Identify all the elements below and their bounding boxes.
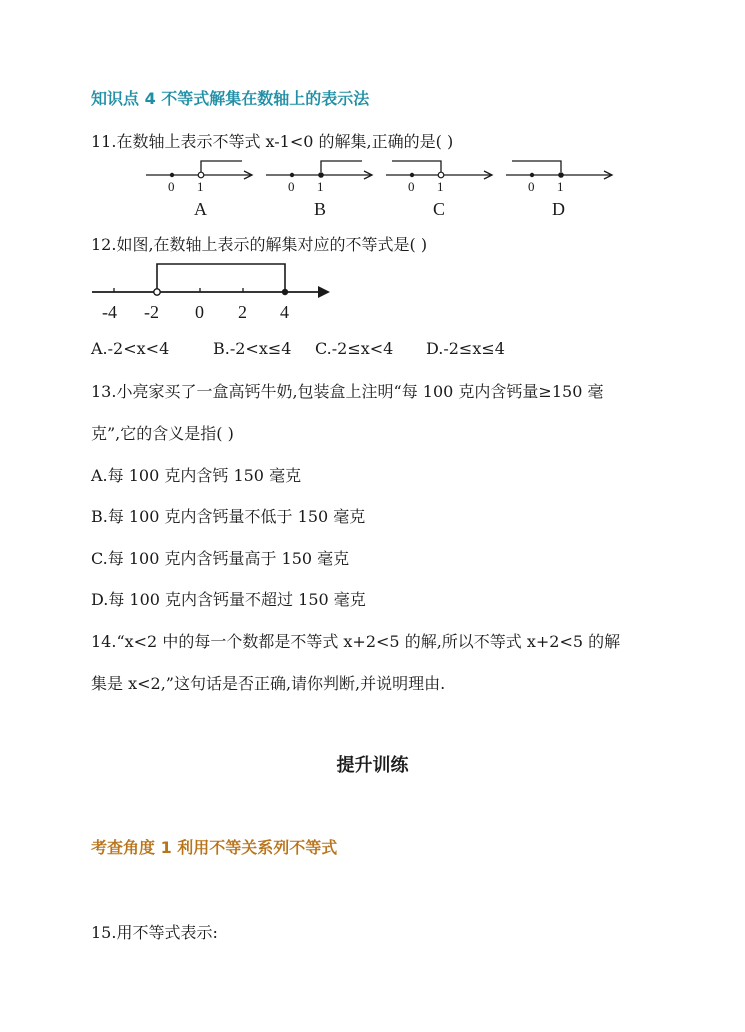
question-11-stem: 11.在数轴上表示不等式 x-1<0 的解集,正确的是( )	[91, 132, 454, 151]
q12-option-a[interactable]: A.-2<x<4	[91, 339, 170, 358]
q11-option-c[interactable]: C	[433, 199, 446, 219]
q11-a-tick-1: 1	[197, 179, 204, 194]
practice-section-title: 提升训练	[336, 755, 409, 776]
q13-option-c[interactable]: C.每 100 克内含钙量高于 150 毫克	[91, 549, 350, 568]
q11-line-a	[146, 161, 252, 219]
q11-option-b[interactable]: B	[314, 199, 327, 219]
q12-number-line	[88, 262, 348, 322]
q12-option-c[interactable]: C.-2≤x<4	[315, 339, 394, 358]
q11-a-tick-0: 0	[168, 179, 175, 194]
q11-line-d	[506, 161, 612, 219]
q12-tick-minus-4: -4	[102, 302, 117, 322]
question-14-line1: 14.“x<2 中的每一个数都是不等式 x+2<5 的解,所以不等式 x+2<5 的解	[91, 632, 621, 651]
q13-option-a[interactable]: A.每 100 克内含钙 150 毫克	[91, 466, 302, 485]
question-14-line2: 集是 x<2,”这句话是否正确,请你判断,并说明理由.	[91, 674, 446, 693]
q12-tick-0: 0	[195, 302, 204, 322]
q12-tick-2: 2	[238, 302, 247, 322]
q11-line-b	[266, 161, 372, 219]
question-13-stem-line2: 克”,它的含义是指( )	[91, 424, 234, 443]
section-heading: 知识点 4 不等式解集在数轴上的表示法	[91, 89, 370, 108]
q11-c-tick-0: 0	[408, 179, 415, 194]
q12-option-b[interactable]: B.-2<x≤4	[213, 339, 292, 358]
question-13-stem-line1: 13.小亮家买了一盒高钙牛奶,包装盒上注明“每 100 克内含钙量≥150 毫	[91, 382, 604, 401]
q11-d-tick-0: 0	[528, 179, 535, 194]
q11-option-d[interactable]: D	[552, 199, 565, 219]
q13-option-d[interactable]: D.每 100 克内含钙量不超过 150 毫克	[91, 590, 366, 609]
q11-d-tick-1: 1	[557, 179, 564, 194]
question-15-stem: 15.用不等式表示:	[91, 923, 218, 942]
q11-b-tick-1: 1	[317, 179, 324, 194]
q12-option-d[interactable]: D.-2≤x≤4	[426, 339, 505, 358]
q11-line-c	[386, 161, 492, 219]
q11-c-tick-1: 1	[437, 179, 444, 194]
question-12-stem: 12.如图,在数轴上表示的解集对应的不等式是( )	[91, 235, 428, 254]
q13-option-b[interactable]: B.每 100 克内含钙量不低于 150 毫克	[91, 507, 366, 526]
q11-b-tick-0: 0	[288, 179, 295, 194]
angle-1-heading: 考查角度 1 利用不等关系列不等式	[91, 838, 338, 857]
q12-tick-4: 4	[280, 302, 289, 322]
q12-tick-minus-2: -2	[144, 302, 159, 322]
q11-number-lines	[140, 158, 660, 218]
q11-option-a[interactable]: A	[194, 199, 207, 219]
